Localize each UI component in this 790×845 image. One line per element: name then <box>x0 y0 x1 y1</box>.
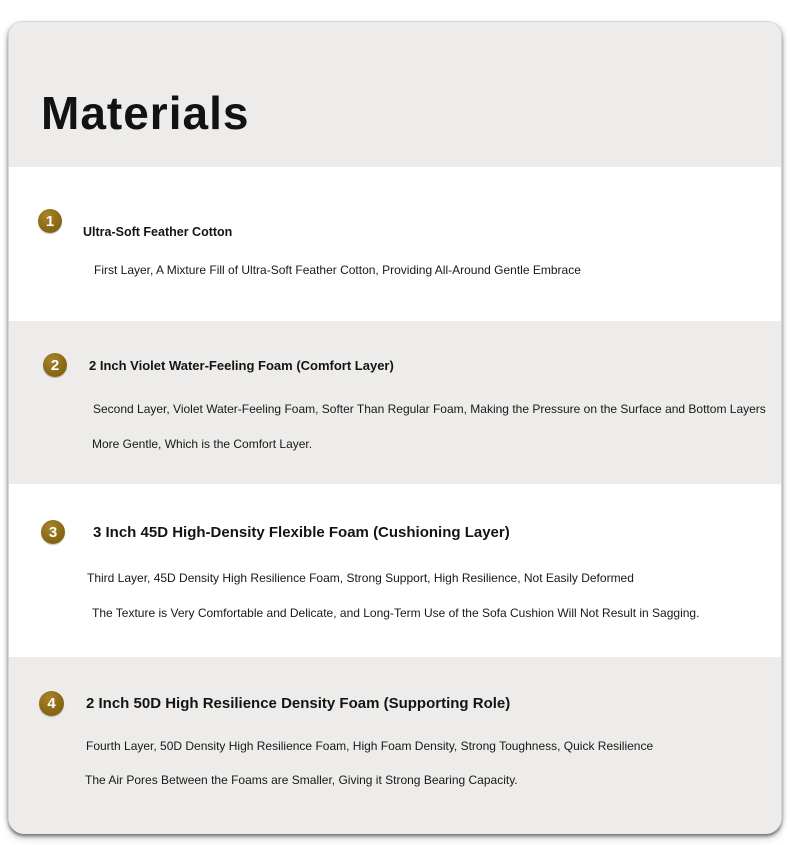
layer-4-title: 2 Inch 50D High Resilience Density Foam (Supporting Role) <box>86 695 511 712</box>
layer-3-number-badge <box>41 520 65 544</box>
layer-4-description-line-2: The Air Pores Between the Foams are Smaller, Giving it Strong Bearing Capacity. <box>85 773 518 787</box>
layer-2-number-badge <box>43 353 67 377</box>
layer-2-description-line-2: More Gentle, Which is the Comfort Layer. <box>92 437 313 451</box>
layer-4-number-badge <box>39 691 64 716</box>
layer-4-description-line-1: Fourth Layer, 50D Density High Resilience Foam, High Foam Density, Strong Toughness, Quick Resilience <box>86 739 654 753</box>
layer-2-description-line-1: Second Layer, Violet Water-Feeling Foam, Softer Than Regular Foam, Making the Pressure on the Surface and Bottom Layers <box>93 402 766 416</box>
layer-1-title: Ultra-Soft Feather Cotton <box>83 225 233 239</box>
layer-3-description-line-2: The Texture is Very Comfortable and Delicate, and Long-Term Use of the Sofa Cushion Will Not Result in Sagging. <box>92 606 700 620</box>
layer-2-title: 2 Inch Violet Water-Feeling Foam (Comfort Layer) <box>89 358 394 373</box>
layer-1-number: 1 <box>45 212 55 230</box>
layer-3-description-line-1: Third Layer, 45D Density High Resilience Foam, Strong Support, High Resilience, Not Easily Deformed <box>87 571 634 585</box>
layer-4-number: 4 <box>47 695 56 712</box>
layer-2-number: 2 <box>50 356 60 374</box>
materials-card <box>8 21 782 833</box>
layer-1-description-line-1: First Layer, A Mixture Fill of Ultra-Soft Feather Cotton, Providing All-Around Gentle Embrace <box>94 263 581 277</box>
layer-1-number-badge <box>38 209 62 233</box>
page-title: Materials <box>41 87 250 139</box>
layer-3-number: 3 <box>48 523 58 541</box>
layer-3-title: 3 Inch 45D High-Density Flexible Foam (Cushioning Layer) <box>93 524 510 541</box>
